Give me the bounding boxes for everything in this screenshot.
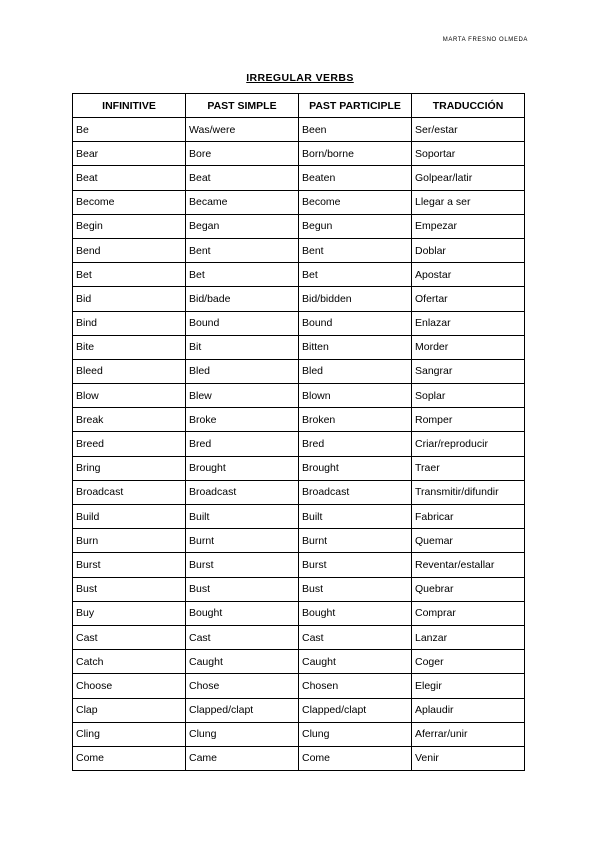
cell-past-participle: Been [299,118,412,142]
cell-infinitive: Bear [73,142,186,166]
cell-past-simple: Bit [186,335,299,359]
cell-past-participle: Caught [299,650,412,674]
table-row [73,166,525,190]
cell-past-simple: Clapped/clapt [186,698,299,722]
document-title: IRREGULAR VERBS [246,72,354,84]
table-row [73,746,525,770]
table-row [73,601,525,625]
table-row [73,505,525,529]
cell-past-simple: Broadcast [186,480,299,504]
cell-traduccion: Empezar [412,214,525,238]
cell-past-simple: Was/were [186,118,299,142]
cell-infinitive: Bring [73,456,186,480]
cell-past-participle: Born/borne [299,142,412,166]
cell-past-simple: Brought [186,456,299,480]
cell-past-simple: Bore [186,142,299,166]
cell-past-participle: Chosen [299,674,412,698]
cell-past-simple: Cast [186,625,299,649]
cell-infinitive: Bleed [73,359,186,383]
cell-infinitive: Bid [73,287,186,311]
cell-past-participle: Bent [299,238,412,262]
table-row [73,214,525,238]
table-row [73,432,525,456]
cell-traduccion: Apostar [412,263,525,287]
cell-infinitive: Bend [73,238,186,262]
cell-past-participle: Bid/bidden [299,287,412,311]
header-past-simple: PAST SIMPLE [186,94,299,118]
cell-past-participle: Bought [299,601,412,625]
cell-past-participle: Burst [299,553,412,577]
table-row [73,480,525,504]
cell-traduccion: Lanzar [412,625,525,649]
cell-past-participle: Cast [299,625,412,649]
cell-traduccion: Traer [412,456,525,480]
cell-traduccion: Soplar [412,384,525,408]
cell-past-simple: Bled [186,359,299,383]
cell-past-participle: Bet [299,263,412,287]
cell-traduccion: Coger [412,650,525,674]
cell-past-simple: Came [186,746,299,770]
cell-past-simple: Bet [186,263,299,287]
cell-traduccion: Transmitir/difundir [412,480,525,504]
table-row [73,722,525,746]
irregular-verbs-table [72,93,525,771]
cell-past-simple: Bought [186,601,299,625]
table-row [73,335,525,359]
cell-traduccion: Elegir [412,674,525,698]
cell-traduccion: Ser/estar [412,118,525,142]
table-row [73,359,525,383]
cell-past-simple: Bent [186,238,299,262]
cell-infinitive: Blow [73,384,186,408]
table-row [73,263,525,287]
cell-traduccion: Doblar [412,238,525,262]
cell-infinitive: Begin [73,214,186,238]
cell-past-simple: Burst [186,553,299,577]
cell-traduccion: Quebrar [412,577,525,601]
cell-past-simple: Became [186,190,299,214]
cell-past-simple: Clung [186,722,299,746]
cell-traduccion: Morder [412,335,525,359]
cell-infinitive: Bite [73,335,186,359]
cell-past-simple: Burnt [186,529,299,553]
table-row [73,698,525,722]
author-name: MARTA FRESNO OLMEDA [442,37,528,43]
cell-infinitive: Bust [73,577,186,601]
cell-infinitive: Clap [73,698,186,722]
cell-past-simple: Broke [186,408,299,432]
cell-past-participle: Broadcast [299,480,412,504]
cell-traduccion: Romper [412,408,525,432]
cell-traduccion: Fabricar [412,505,525,529]
cell-past-participle: Brought [299,456,412,480]
cell-traduccion: Reventar/estallar [412,553,525,577]
cell-past-participle: Burnt [299,529,412,553]
cell-infinitive: Bind [73,311,186,335]
cell-past-participle: Bitten [299,335,412,359]
cell-traduccion: Aplaudir [412,698,525,722]
header-past-participle: PAST PARTICIPLE [299,94,412,118]
cell-traduccion: Aferrar/unir [412,722,525,746]
cell-infinitive: Burn [73,529,186,553]
header-infinitive: INFINITIVE [73,94,186,118]
cell-past-simple: Caught [186,650,299,674]
cell-traduccion: Ofertar [412,287,525,311]
cell-past-simple: Chose [186,674,299,698]
cell-past-simple: Beat [186,166,299,190]
header-row [73,94,525,118]
cell-traduccion: Quemar [412,529,525,553]
cell-infinitive: Come [73,746,186,770]
cell-infinitive: Burst [73,553,186,577]
table-row [73,553,525,577]
table-row [73,142,525,166]
table-header [73,94,525,118]
cell-past-simple: Blew [186,384,299,408]
cell-traduccion: Venir [412,746,525,770]
table-row [73,529,525,553]
cell-past-participle: Bled [299,359,412,383]
cell-past-simple: Bred [186,432,299,456]
cell-past-participle: Beaten [299,166,412,190]
table-row [73,190,525,214]
cell-traduccion: Comprar [412,601,525,625]
cell-traduccion: Enlazar [412,311,525,335]
cell-infinitive: Cast [73,625,186,649]
cell-past-participle: Broken [299,408,412,432]
cell-infinitive: Buy [73,601,186,625]
cell-traduccion: Criar/reproducir [412,432,525,456]
cell-past-simple: Bid/bade [186,287,299,311]
cell-infinitive: Break [73,408,186,432]
table-row [73,118,525,142]
table-row [73,238,525,262]
cell-infinitive: Choose [73,674,186,698]
cell-past-participle: Come [299,746,412,770]
cell-infinitive: Catch [73,650,186,674]
cell-past-participle: Clapped/clapt [299,698,412,722]
cell-traduccion: Soportar [412,142,525,166]
table-row [73,625,525,649]
cell-infinitive: Bet [73,263,186,287]
cell-past-simple: Bound [186,311,299,335]
cell-infinitive: Breed [73,432,186,456]
cell-past-participle: Built [299,505,412,529]
cell-past-participle: Begun [299,214,412,238]
cell-infinitive: Build [73,505,186,529]
cell-infinitive: Be [73,118,186,142]
cell-past-participle: Become [299,190,412,214]
table-row [73,674,525,698]
cell-past-simple: Built [186,505,299,529]
cell-infinitive: Become [73,190,186,214]
table-body [73,118,525,771]
table-row [73,311,525,335]
cell-past-participle: Blown [299,384,412,408]
cell-past-participle: Bust [299,577,412,601]
table-row [73,650,525,674]
cell-traduccion: Llegar a ser [412,190,525,214]
header-traduccion: TRADUCCIÓN [412,94,525,118]
cell-infinitive: Cling [73,722,186,746]
table-row [73,456,525,480]
table-row [73,577,525,601]
cell-past-participle: Bound [299,311,412,335]
cell-traduccion: Sangrar [412,359,525,383]
cell-past-simple: Bust [186,577,299,601]
cell-infinitive: Beat [73,166,186,190]
cell-infinitive: Broadcast [73,480,186,504]
table-row [73,408,525,432]
cell-traduccion: Golpear/latir [412,166,525,190]
cell-past-participle: Bred [299,432,412,456]
table-row [73,384,525,408]
cell-past-simple: Began [186,214,299,238]
cell-past-participle: Clung [299,722,412,746]
table-row [73,287,525,311]
